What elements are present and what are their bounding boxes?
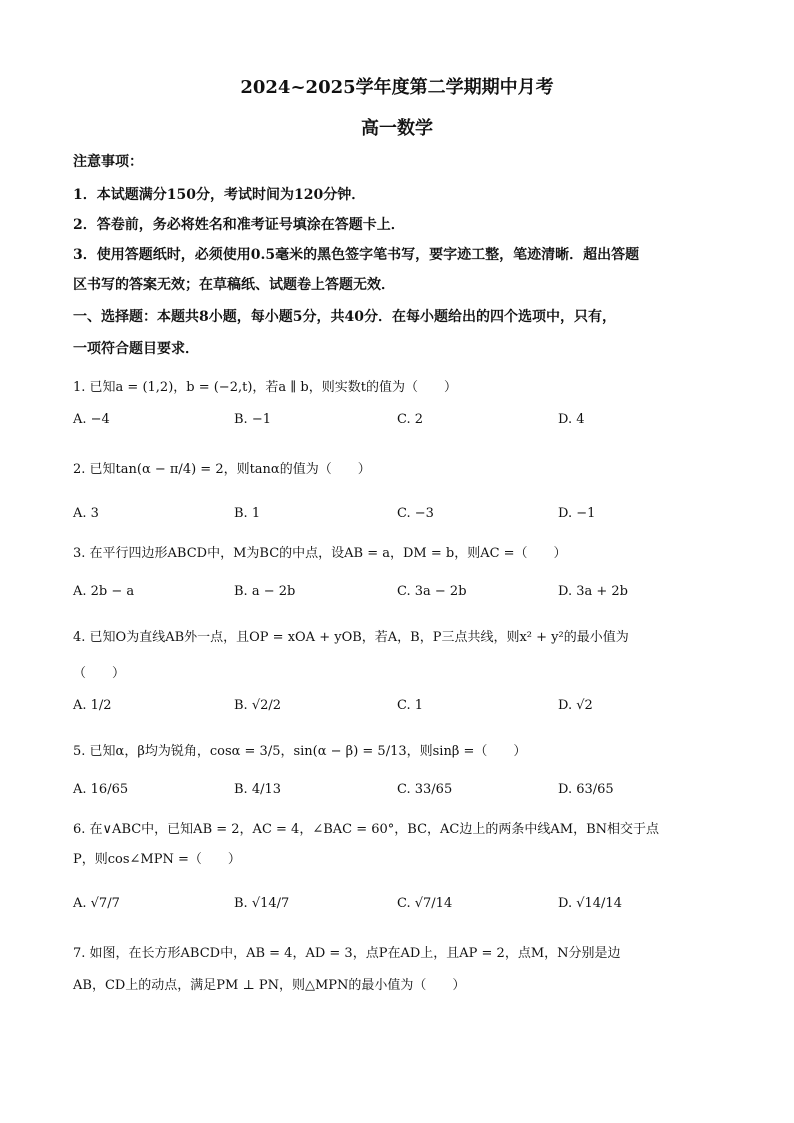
question-2-option-d: D. −1 xyxy=(558,506,596,521)
question-7-stem-line2: AB，CD上的动点，满足PM ⊥ PN，则△MPN的最小值为（ ） xyxy=(73,978,466,993)
question-4-option-d: D. √2 xyxy=(558,698,593,713)
question-3-stem: 3. 在平行四边形ABCD中，M为BC的中点，设AB = a，DM = b，则AC =（ ） xyxy=(73,546,567,561)
question-1-stem: 1. 已知a = (1,2)，b = (−2,t)，若a ∥ b，则实数t的值为（ ） xyxy=(73,380,457,395)
question-4-option-c: C. 1 xyxy=(397,698,424,713)
question-5-option-b: B. 4/13 xyxy=(234,782,282,797)
exam-title: 2024~2025学年度第二学期期中月考 xyxy=(240,77,554,98)
question-6-stem-line1: 6. 在∨ABC中，已知AB = 2，AC = 4，∠BAC = 60°，BC，AC边上的两条中线AM，BN相交于点 xyxy=(73,822,659,837)
question-2-option-c: C. −3 xyxy=(397,506,434,521)
question-2-stem: 2. 已知tan(α − π/4) = 2，则tanα的值为（ ） xyxy=(73,462,371,477)
question-6-option-a: A. √7/7 xyxy=(73,896,120,911)
exam-subject: 高一数学 xyxy=(361,118,433,139)
question-1-option-b: B. −1 xyxy=(234,412,271,427)
question-6-option-b: B. √14/7 xyxy=(234,896,290,911)
question-5-option-c: C. 33/65 xyxy=(397,782,453,797)
question-2-option-a: A. 3 xyxy=(73,506,99,521)
question-1-option-a: A. −4 xyxy=(73,412,110,427)
question-3-option-b: B. a − 2b xyxy=(234,584,296,599)
section-heading-line2: 一项符合题目要求． xyxy=(73,341,199,357)
notice-heading: 注意事项： xyxy=(73,154,143,170)
notice-item-3: 3．使用答题纸时，必须使用0.5毫米的黑色签字笔书写，要字迹工整，笔迹清晰．超出答题 xyxy=(73,247,640,263)
question-7-stem-line1: 7. 如图，在长方形ABCD中，AB = 4，AD = 3，点P在AD上，且AP = 2，点M，N分别是边 xyxy=(73,946,621,961)
notice-item-3-cont: 区书写的答案无效；在草稿纸、试题卷上答题无效． xyxy=(73,277,395,293)
question-3-option-a: A. 2b − a xyxy=(73,584,135,599)
question-4-stem-line2: （ ） xyxy=(73,666,126,681)
question-1-option-c: C. 2 xyxy=(397,412,424,427)
question-6-stem-line2: P，则cos∠MPN =（ ） xyxy=(73,852,241,867)
question-4-option-b: B. √2/2 xyxy=(234,698,282,713)
question-5-stem: 5. 已知α，β均为锐角，cosα = 3/5，sin(α − β) = 5/13，则sinβ =（ ） xyxy=(73,744,527,759)
question-6-option-c: C. √7/14 xyxy=(397,896,453,911)
question-4-stem-line1: 4. 已知O为直线AB外一点，且OP = xOA + yOB，若A，B，P三点共线，则x² + y²的最小值为 xyxy=(73,630,629,645)
section-heading-line1: 一、选择题：本题共8小题，每小题5分，共40分．在每小题给出的四个选项中，只有， xyxy=(73,309,616,325)
question-4-option-a: A. 1/2 xyxy=(73,698,112,713)
question-2-option-b: B. 1 xyxy=(234,506,261,521)
question-3-option-d: D. 3a + 2b xyxy=(558,584,628,599)
question-5-option-a: A. 16/65 xyxy=(73,782,129,797)
notice-item-1: 1．本试题满分150分，考试时间为120分钟． xyxy=(73,187,366,203)
question-1-option-d: D. 4 xyxy=(558,412,585,427)
question-3-option-c: C. 3a − 2b xyxy=(397,584,467,599)
notice-item-2: 2．答卷前，务必将姓名和准考证号填涂在答题卡上． xyxy=(73,217,405,233)
question-5-option-d: D. 63/65 xyxy=(558,782,614,797)
question-6-option-d: D. √14/14 xyxy=(558,896,622,911)
